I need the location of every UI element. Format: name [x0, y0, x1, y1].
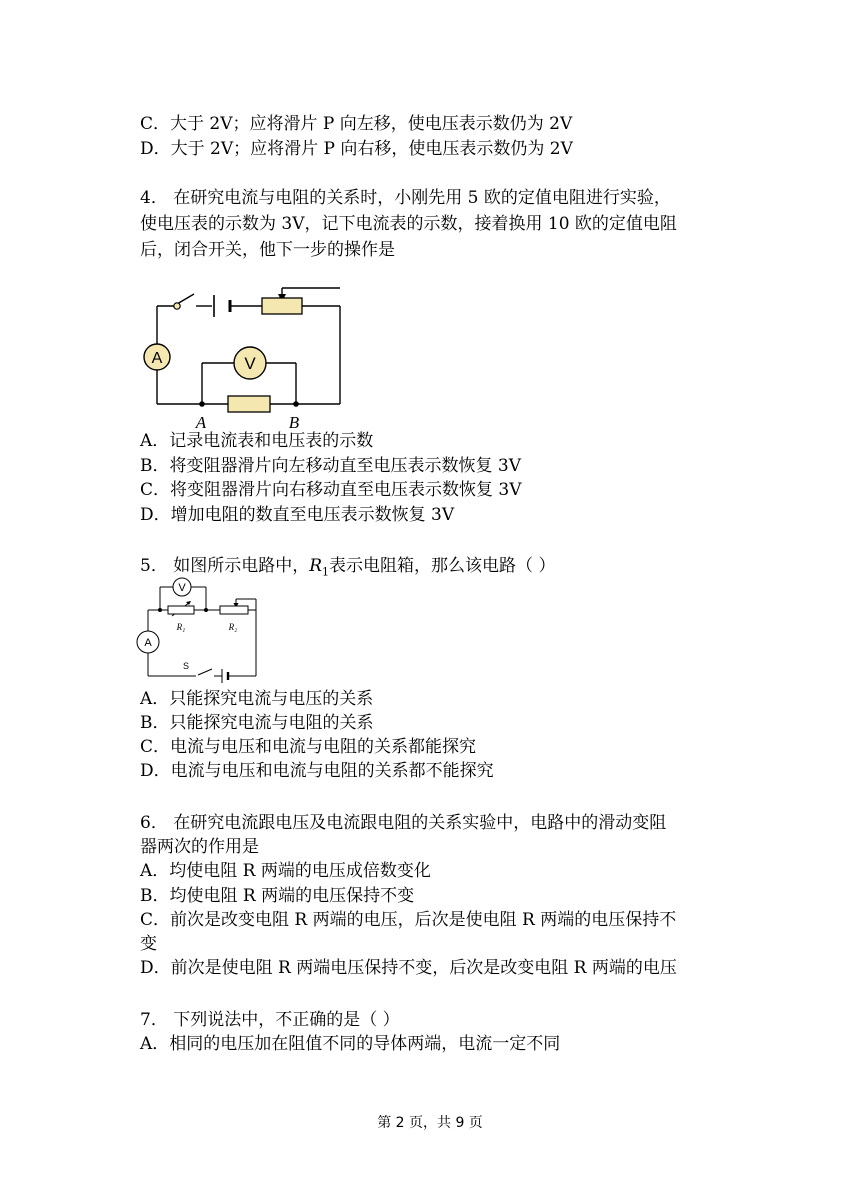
q6-stem-line-1: 6． 在研究电流跟电压及电流跟电阻的关系实验中，电路中的滑动变阻 — [140, 813, 667, 833]
r1-subscript: 1 — [322, 565, 330, 579]
q4-option-b: B．将变阻器滑片向左移动直至电压表示数恢复 3V — [140, 456, 521, 476]
q4-stem-line-3: 后，闭合开关，他下一步的操作是 — [140, 240, 395, 260]
q4-option-d: D．增加电阻的数直至电压表示数恢复 3V — [140, 505, 455, 525]
q5-circuit-diagram — [134, 574, 264, 686]
q4-stem-line-1: 4． 在研究电流与电阻的关系时，小刚先用 5 欧的定值电阻进行实验， — [140, 188, 671, 208]
point-b-label: B — [288, 413, 300, 430]
q4-circuit-diagram — [134, 282, 354, 430]
q5-option-c: C．电流与电压和电流与电阻的关系都能探究 — [140, 737, 477, 757]
q6-stem-line-2: 器两次的作用是 — [140, 837, 259, 857]
option-c: C．大于 2V；应将滑片 P 向左移，使电压表示数仍为 2V — [140, 114, 573, 134]
voltmeter-label: V — [244, 354, 256, 373]
r1-symbol: R — [309, 556, 323, 576]
ammeter-label: A — [151, 350, 163, 367]
q7-stem: 7． 下列说法中，不正确的是（ ） — [140, 1010, 400, 1030]
page-number: 第 2 页，共 9 页 — [377, 1115, 483, 1131]
q5-ammeter-label: A — [144, 637, 152, 649]
q6-option-c-cont: 变 — [140, 934, 157, 954]
r1-label: R₁ — [176, 622, 186, 632]
q5-option-a: A．只能探究电流与电压的关系 — [140, 689, 374, 709]
point-a-label: A — [195, 413, 207, 430]
r2-label: R₂ — [228, 622, 238, 632]
q5-option-d: D．电流与电压和电流与电阻的关系都不能探究 — [140, 761, 494, 781]
q6-option-a: A．均使电阻 R 两端的电压成倍数变化 — [140, 861, 431, 881]
q5-option-b: B．只能探究电流与电阻的关系 — [140, 713, 374, 733]
switch-label: S — [182, 661, 190, 671]
q4-option-a: A．记录电流表和电压表的示数 — [140, 431, 374, 451]
q6-option-c: C．前次是改变电阻 R 两端的电压，后次是使电阻 R 两端的电压保持不 — [140, 910, 677, 930]
q4-stem-line-2: 使电压表的示数为 3V，记下电流表的示数，接着换用 10 欧的定值电阻 — [140, 214, 677, 234]
q4-option-c: C．将变阻器滑片向右移动直至电压表示数恢复 3V — [140, 480, 522, 500]
q6-option-b: B．均使电阻 R 两端的电压保持不变 — [140, 886, 415, 906]
q5-voltmeter-label: V — [178, 582, 186, 594]
q6-option-d: D．前次是使电阻 R 两端电压保持不变，后次是改变电阻 R 两端的电压 — [140, 958, 677, 978]
q5-stem-prefix: 5． 如图所示电路中， — [140, 556, 310, 576]
q5-stem-suffix: 表示电阻箱，那么该电路（ ） — [329, 556, 556, 576]
option-d: D．大于 2V；应将滑片 P 向右移，使电压表示数仍为 2V — [140, 139, 573, 159]
q7-option-a: A．相同的电压加在阻值不同的导体两端，电流一定不同 — [140, 1034, 561, 1054]
